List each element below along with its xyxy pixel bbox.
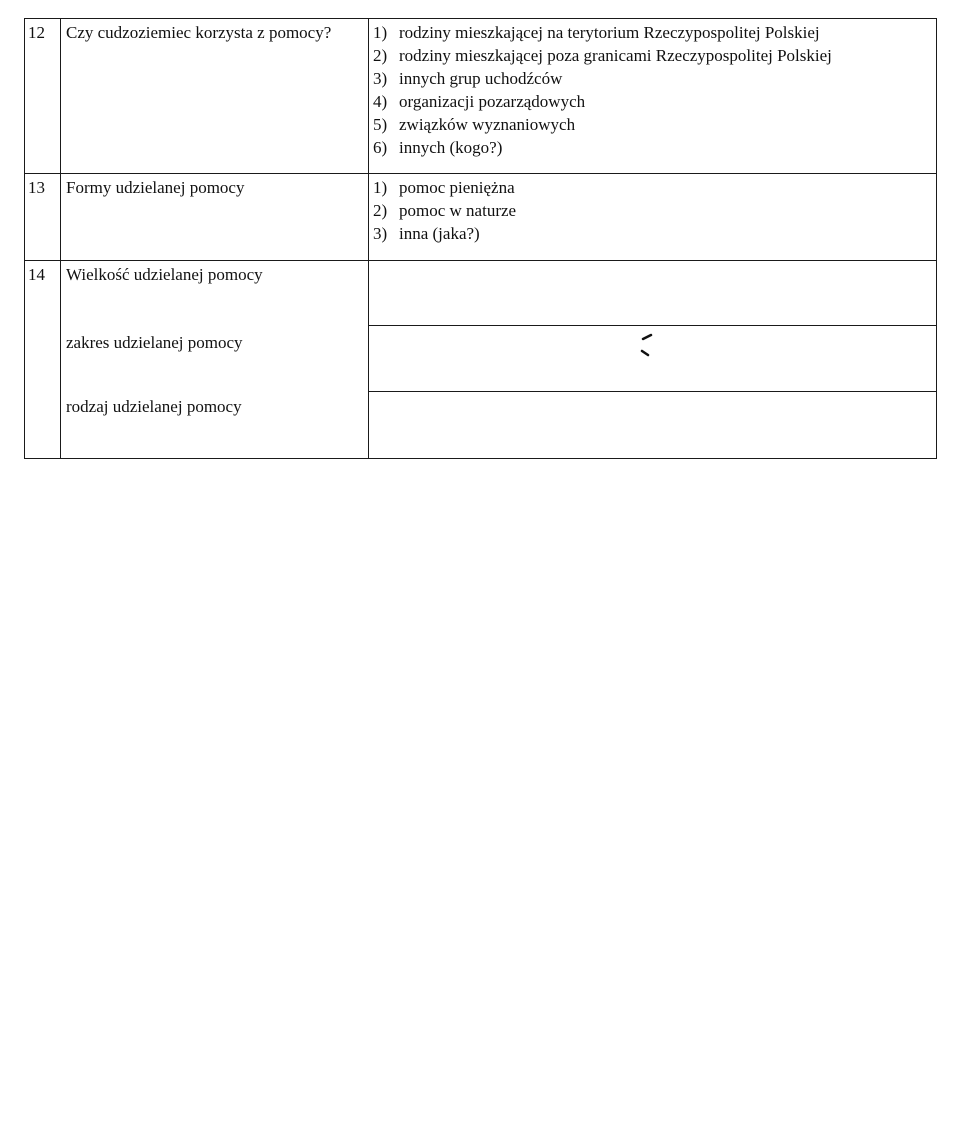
question-label: Formy udzielanej pomocy (61, 174, 369, 261)
row-number: 14 (25, 261, 61, 459)
row-number: 13 (25, 174, 61, 261)
question-label: Czy cudzoziemiec korzysta z pomocy? (61, 19, 369, 174)
option-item[interactable]: 2) pomoc w naturze (373, 201, 517, 220)
question-cell (61, 261, 369, 459)
option-item[interactable]: 6) innych (kogo?) (373, 138, 503, 157)
table-row (25, 174, 937, 261)
option-item[interactable]: 1) rodziny mieszkającej na terytorium Rzeczypospolitej Polskiej (373, 23, 820, 42)
option-item[interactable]: 1) pomoc pieniężna (373, 178, 515, 197)
question-label: Wielkość udzielanej pomocy (66, 265, 263, 284)
divider (369, 391, 936, 392)
pen-mark-icon (639, 331, 657, 357)
answer-options-cell (369, 19, 937, 174)
table-row (25, 261, 937, 459)
sub-question-type: rodzaj udzielanej pomocy (66, 397, 242, 416)
sub-question-scope: zakres udzielanej pomocy (66, 333, 243, 352)
option-item[interactable]: 4) organizacji pozarządowych (373, 92, 586, 111)
answer-options-cell (369, 174, 937, 261)
option-item[interactable]: 3) innych grup uchodźców (373, 69, 563, 88)
divider (369, 325, 936, 326)
table-row (25, 19, 937, 174)
options-list (369, 19, 936, 165)
row-number: 12 (25, 19, 61, 174)
option-item[interactable]: 3) inna (jaka?) (373, 224, 480, 243)
option-item[interactable]: 2) rodziny mieszkającej poza granicami Rzeczypospolitej Polskiej (373, 46, 832, 65)
option-item[interactable]: 5) związków wyznaniowych (373, 115, 576, 134)
answer-cell (369, 261, 937, 459)
options-list (369, 174, 936, 251)
questionnaire-table (24, 18, 937, 459)
